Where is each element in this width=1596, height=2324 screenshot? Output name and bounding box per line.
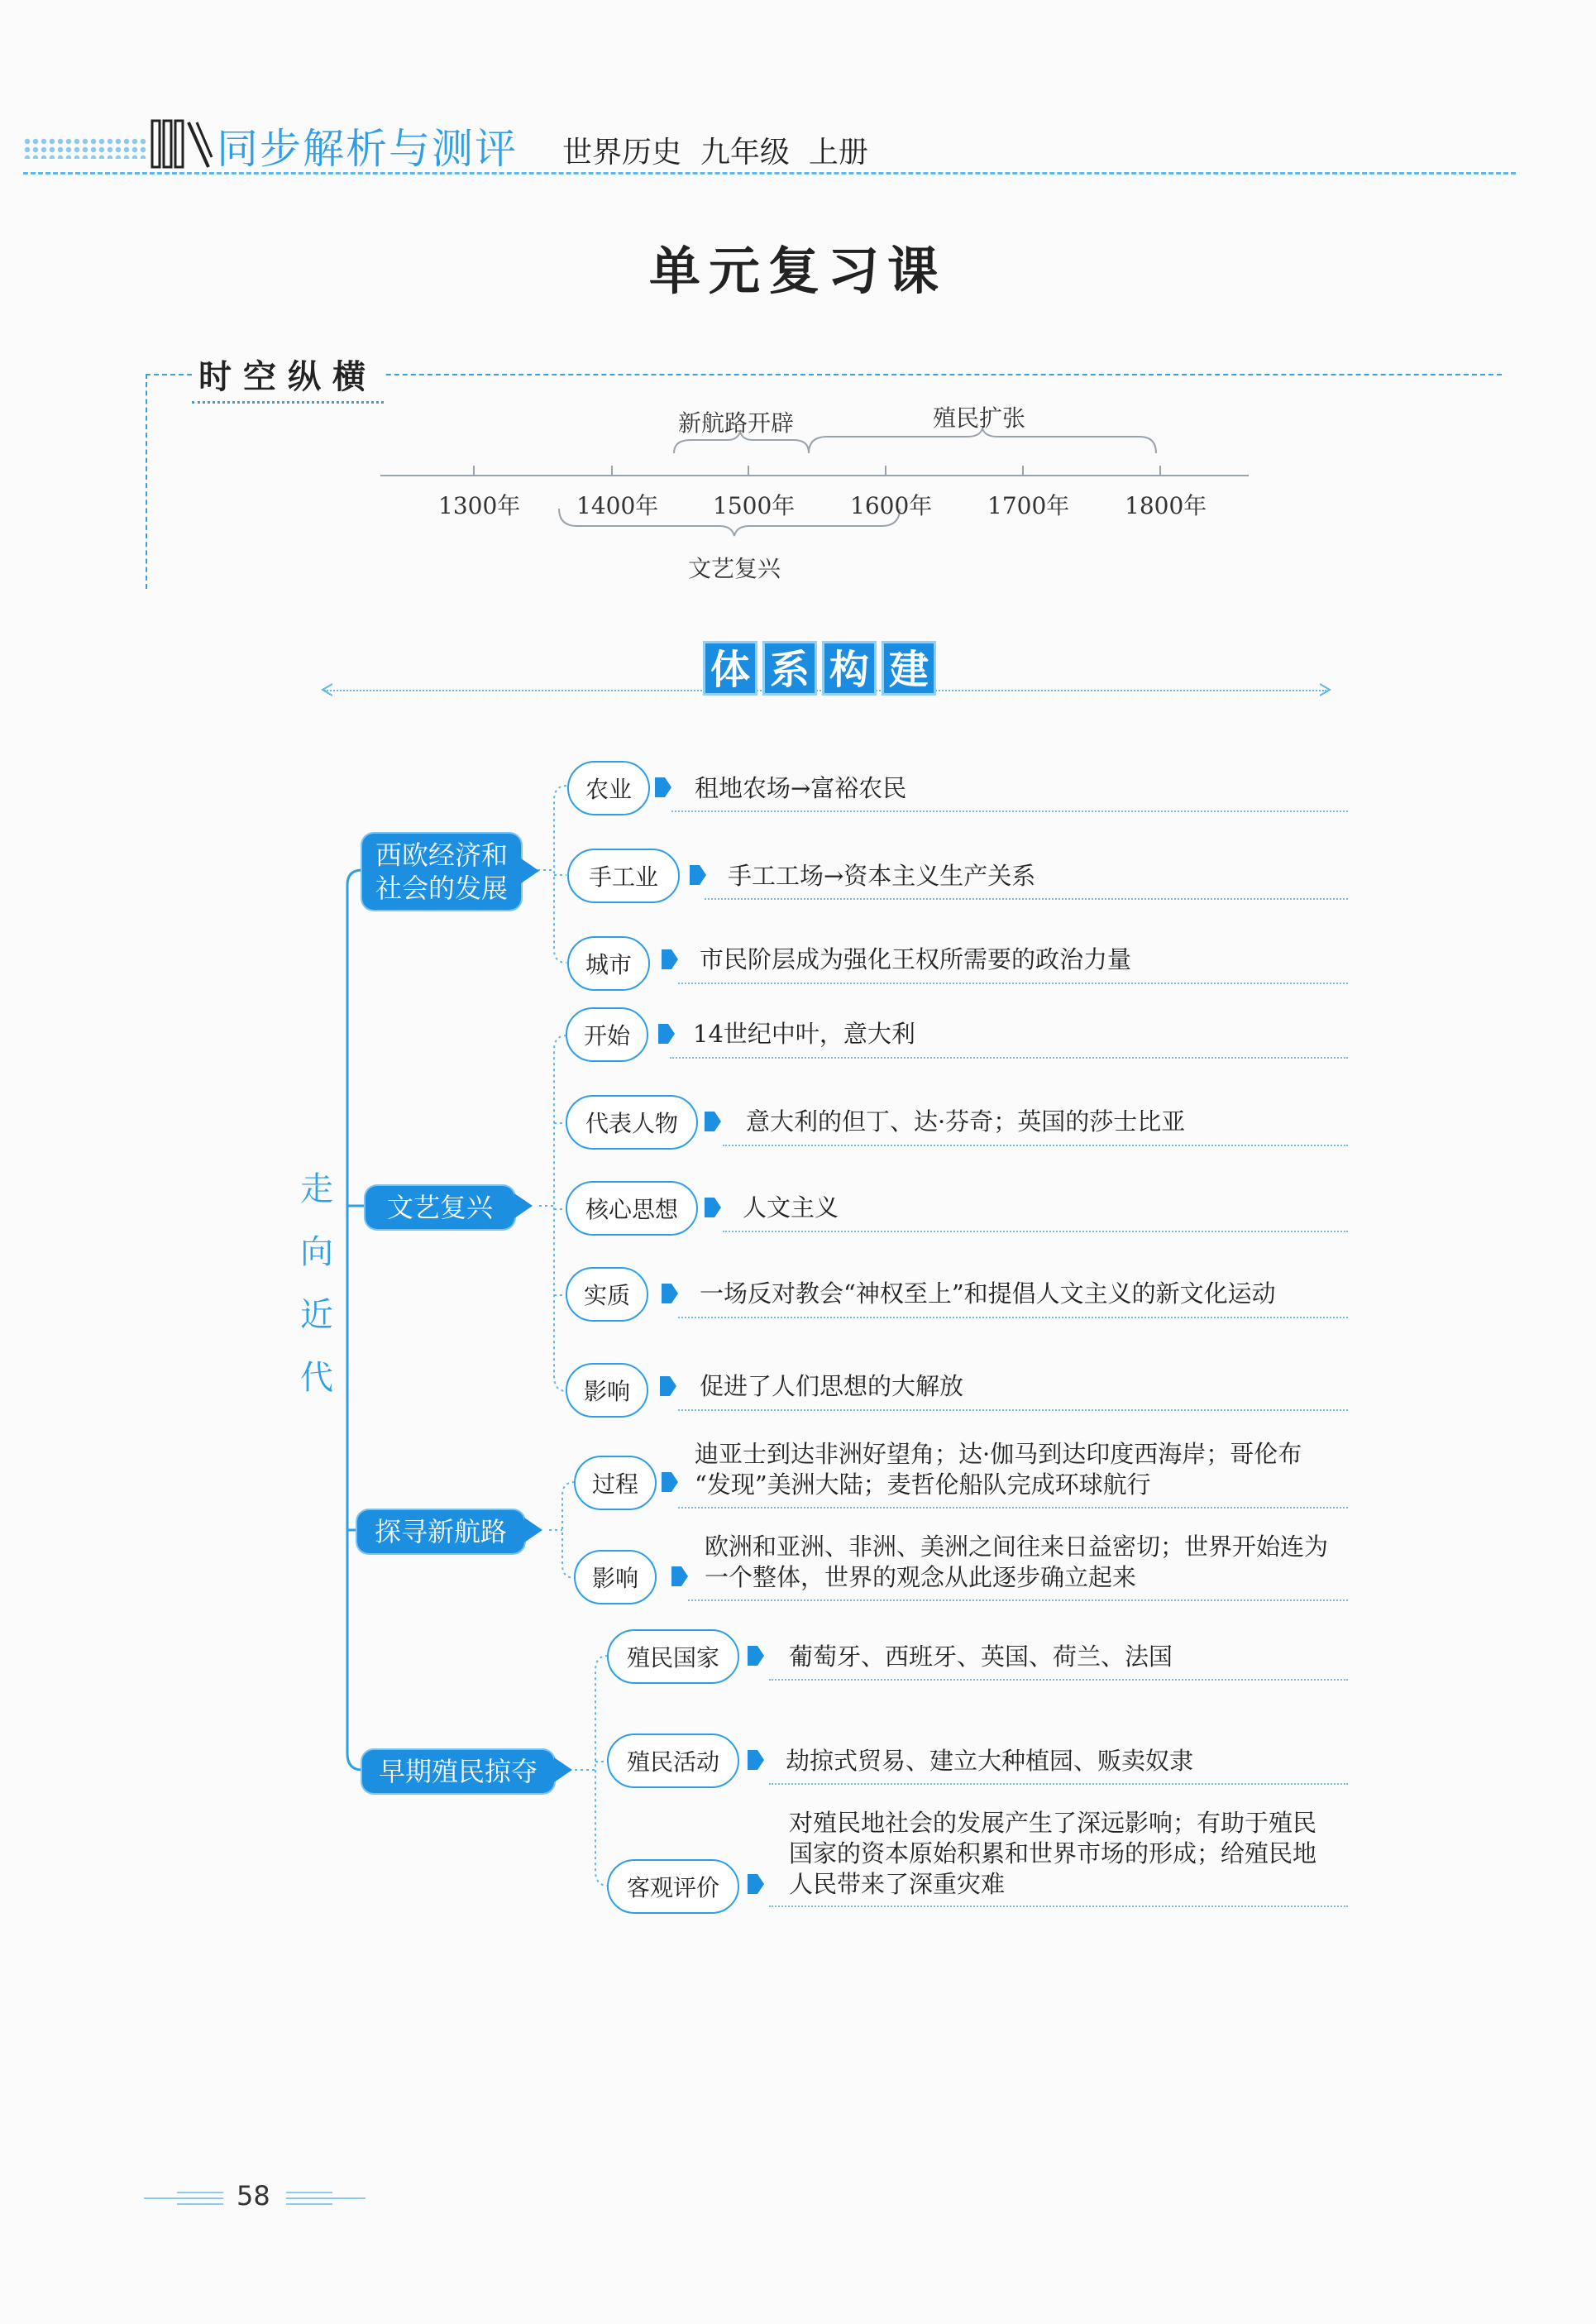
- sub-node-colonial-activities: 殖民活动: [607, 1733, 739, 1788]
- pointer-icon: [660, 1376, 676, 1396]
- leaf-colonial-activities: 劫掠式贸易、建立大种植园、贩卖奴隶: [786, 1747, 1194, 1775]
- root-char: 近: [300, 1296, 333, 1334]
- main-node-economy: 西欧经济和 社会的发展: [362, 834, 521, 910]
- pointer-icon: [705, 1198, 721, 1217]
- leaf-underline: [769, 1679, 1348, 1681]
- leaf-underline: [678, 1409, 1348, 1411]
- leaf-process-line1: 迪亚士到达非洲好望角；达·伽马到达印度西海岸；哥伦布: [695, 1440, 1302, 1468]
- leaf-start: 14世纪中叶，意大利: [693, 1020, 915, 1048]
- volume-label: 上册: [808, 136, 868, 170]
- root-char: 走: [300, 1170, 333, 1208]
- grade-label: 九年级: [700, 136, 790, 170]
- leaf-underline: [671, 811, 1348, 812]
- sub-node-evaluation: 客观评价: [607, 1859, 739, 1914]
- leaf-handicraft: 手工工场→资本主义生产关系: [728, 862, 1036, 890]
- sub-node-start: 开始: [566, 1007, 648, 1062]
- leaf-agriculture: 租地农场→富裕农民: [695, 774, 907, 802]
- leaf-underline: [678, 1317, 1348, 1318]
- leaf-underline: [769, 1906, 1348, 1907]
- page-title: 单元复习课: [648, 241, 947, 301]
- section2-title-char: 构: [822, 641, 877, 696]
- timeline-tick-1400: 1400年: [576, 492, 659, 519]
- page-number-decoration-right: [286, 2190, 366, 2207]
- main-node-colonial: 早期殖民掠夺: [362, 1750, 554, 1793]
- leaf-process-line2: “发现”美洲大陆；麦哲伦船队完成环球航行: [695, 1470, 1151, 1499]
- timeline-tick-1300: 1300年: [438, 492, 521, 519]
- section1-label: 时空纵横: [192, 347, 384, 404]
- arrow-head-icon: [514, 1193, 533, 1218]
- section2-title-char: 体: [703, 641, 757, 696]
- main-node-renaissance: 文艺复兴: [366, 1186, 514, 1229]
- sub-node-colonial-countries: 殖民国家: [607, 1629, 739, 1684]
- sub-node-route-influence: 影响: [574, 1550, 657, 1604]
- leaf-influence: 促进了人们思想的大解放: [700, 1372, 964, 1400]
- leaf-route-influence: [705, 1532, 1328, 1593]
- leaf-underline: [705, 898, 1348, 900]
- pointer-icon: [662, 1472, 678, 1492]
- leaf-core-idea: 人文主义: [743, 1193, 839, 1222]
- sub-node-core-idea: 核心思想: [566, 1181, 698, 1236]
- timeline-tick-1600: 1600年: [850, 492, 933, 519]
- root-char: 代: [300, 1359, 333, 1397]
- sub-node-essence: 实质: [566, 1267, 648, 1322]
- leaf-underline: [723, 1145, 1348, 1146]
- leaf-underline: [723, 1231, 1348, 1232]
- sub-node-figures: 代表人物: [566, 1095, 698, 1150]
- leaf-evaluation: [789, 1808, 1316, 1900]
- pointer-icon: [748, 1874, 764, 1894]
- bracket-label-new-route: 新航路开辟: [678, 409, 795, 437]
- sub-node-agriculture: 农业: [567, 761, 650, 815]
- sub-node-city: 城市: [567, 936, 650, 991]
- leaf-process: [695, 1439, 1302, 1500]
- section2-title-char: 系: [762, 641, 817, 696]
- pointer-icon: [671, 1566, 688, 1586]
- leaf-colonial-countries: 葡萄牙、西班牙、英国、荷兰、法国: [789, 1643, 1173, 1671]
- sub-node-handicraft: 手工业: [567, 849, 680, 903]
- bracket-label-renaissance: 文艺复兴: [688, 555, 781, 582]
- leaf-evaluation-line1: 对殖民地社会的发展产生了深远影响；有助于殖民: [789, 1809, 1317, 1837]
- bracket-label-colonial: 殖民扩张: [933, 404, 1026, 432]
- leaf-city: 市民阶层成为强化王权所需要的政治力量: [700, 945, 1132, 973]
- pointer-icon: [748, 1646, 764, 1666]
- leaf-underline: [678, 983, 1348, 984]
- timeline-tick-1800: 1800年: [1125, 492, 1207, 519]
- series-title: 同步解析与测评: [217, 125, 518, 173]
- leaf-route-influence-line2: 一个整体，世界的观念从此逐步确立起来: [705, 1563, 1137, 1591]
- pointer-icon: [662, 949, 678, 969]
- leaf-figures: 意大利的但丁、达·芬奇；英国的莎士比亚: [746, 1107, 1186, 1136]
- leaf-essence: 一场反对教会“神权至上”和提倡人文主义的新文化运动: [700, 1279, 1276, 1308]
- leaf-evaluation-line3: 人民带来了深重灾难: [789, 1870, 1006, 1898]
- sub-node-process: 过程: [574, 1456, 657, 1510]
- leaf-underline: [670, 1057, 1348, 1059]
- subject-label: 世界历史: [562, 136, 682, 170]
- leaf-underline: [688, 1600, 1348, 1601]
- pointer-icon: [690, 865, 706, 885]
- page-number-decoration-left: [144, 2190, 223, 2207]
- arrow-head-icon: [521, 858, 539, 883]
- leaf-underline: [769, 1783, 1348, 1785]
- root-char: 向: [300, 1233, 333, 1271]
- section2-title-char: 建: [882, 641, 936, 696]
- pointer-icon: [748, 1750, 764, 1770]
- timeline-tick-1700: 1700年: [987, 492, 1070, 519]
- pointer-icon: [705, 1112, 721, 1131]
- main-node-new-route: 探寻新航路: [357, 1510, 524, 1553]
- timeline-tick-1500: 1500年: [713, 492, 796, 519]
- pointer-icon: [662, 1284, 678, 1303]
- pointer-icon: [655, 777, 671, 797]
- arrow-head-icon: [554, 1757, 572, 1782]
- pointer-icon: [658, 1024, 675, 1044]
- leaf-underline: [678, 1507, 1348, 1509]
- leaf-evaluation-line2: 国家的资本原始积累和世界市场的形成；给殖民地: [789, 1839, 1317, 1867]
- arrow-head-icon: [524, 1518, 542, 1542]
- sub-node-influence: 影响: [566, 1363, 648, 1418]
- leaf-route-influence-line1: 欧洲和亚洲、非洲、美洲之间往来日益密切；世界开始连为: [705, 1533, 1329, 1561]
- page-number: 58: [237, 2180, 270, 2212]
